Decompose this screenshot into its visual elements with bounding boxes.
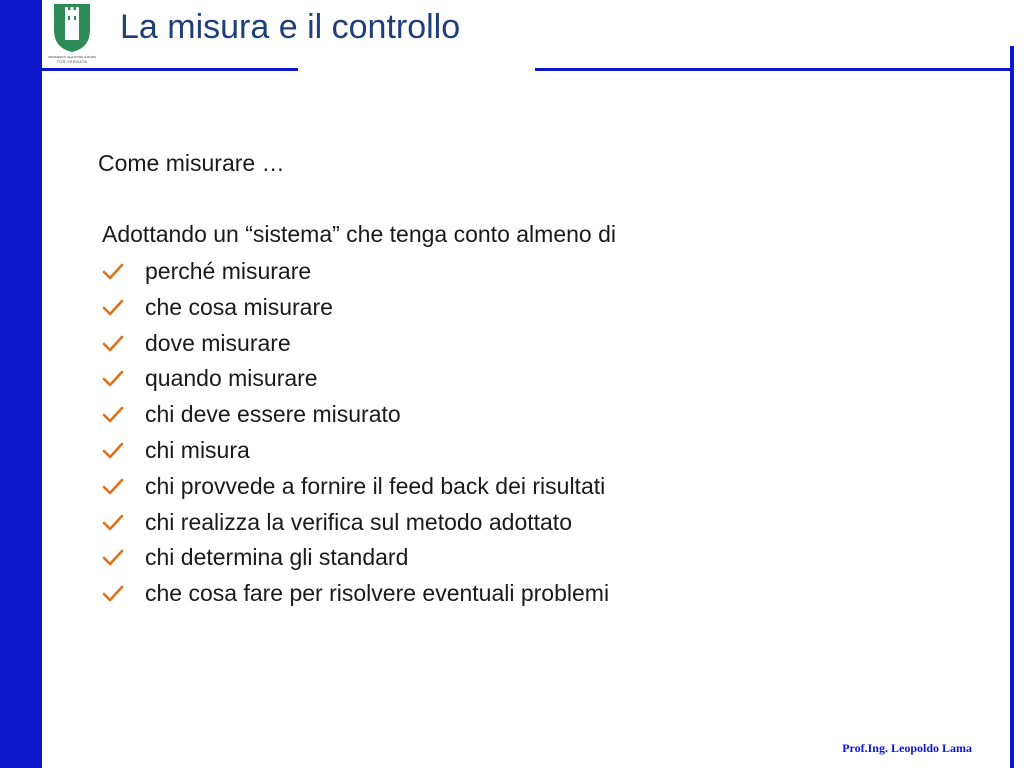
- logo-text-line2: TOR VERGATA: [56, 60, 88, 64]
- title-underline-left: [42, 68, 298, 71]
- checkmark-icon: [102, 263, 124, 281]
- checkmark-icon: [102, 478, 124, 496]
- logo-text-line1: UNIVERSITA' degli STUDI di ROMA: [48, 55, 96, 59]
- intro-text: Adottando un “sistema” che tenga conto almeno di: [102, 221, 616, 247]
- checklist-item-text: dove misurare: [145, 329, 291, 356]
- checklist-item-text: perché misurare: [145, 258, 312, 284]
- checkmark-icon: [102, 442, 124, 460]
- checklist-item-text: che cosa misurare: [145, 293, 333, 320]
- checklist-item-text: chi realizza la verifica sul metodo adottato: [145, 508, 572, 535]
- checkmark-icon: [102, 299, 124, 317]
- checklist-item-text: che cosa fare per risolvere eventuali problemi: [145, 580, 610, 607]
- checklist-item-text: quando misurare: [145, 365, 318, 392]
- checkmark-icon: [102, 549, 124, 567]
- left-accent-bar: [0, 0, 42, 768]
- title-underline-right: [535, 68, 1013, 71]
- slide-title: La misura e il controllo: [120, 8, 461, 46]
- right-accent-bar: [1010, 46, 1014, 768]
- university-logo: [48, 2, 96, 66]
- checklist-item-text: chi deve essere misurato: [145, 401, 401, 428]
- footer-author: Prof.Ing. Leopoldo Lama: [842, 741, 972, 755]
- checkmark-icon: [102, 406, 124, 424]
- checklist-item-text: chi misura: [145, 436, 250, 463]
- checklist-item-text: chi determina gli standard: [145, 544, 409, 571]
- checkmark-icon: [102, 514, 124, 532]
- slide-subtitle: Come misurare …: [98, 150, 285, 176]
- checklist-item-text: chi provvede a fornire il feed back dei risultati: [145, 472, 606, 499]
- checkmark-icon: [102, 370, 124, 388]
- checkmark-icon: [102, 335, 124, 353]
- checkmark-icon: [102, 585, 124, 603]
